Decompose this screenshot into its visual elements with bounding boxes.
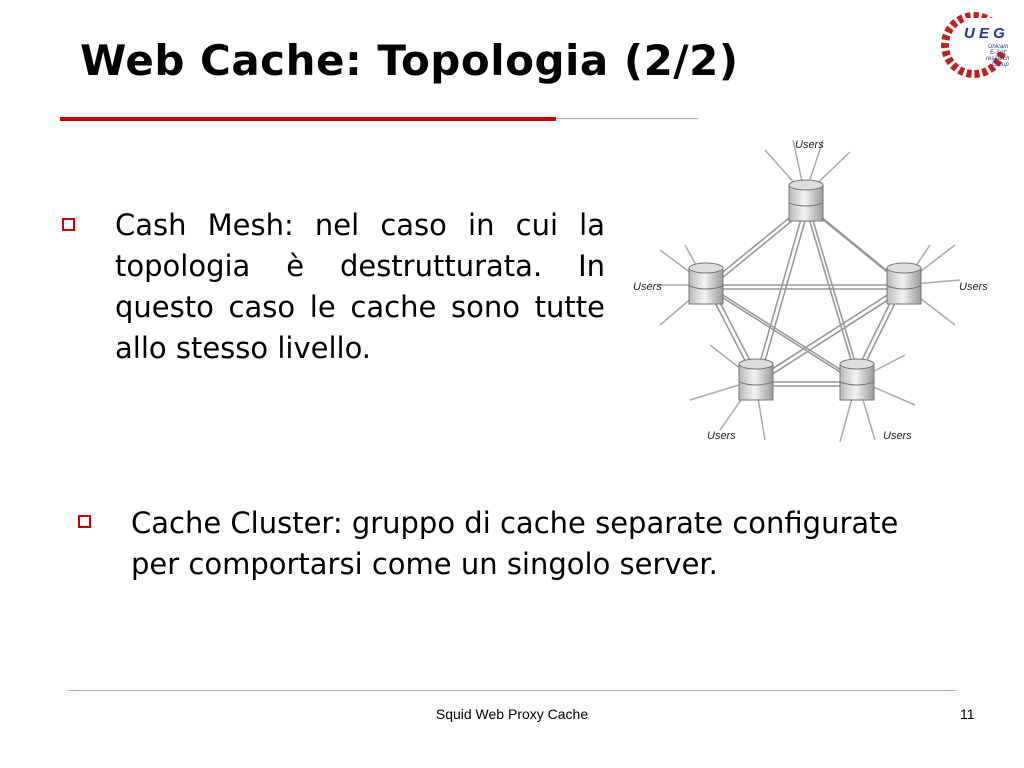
users-label-left: Users xyxy=(633,281,662,293)
bullet-square-icon xyxy=(62,218,75,231)
cache-node-right xyxy=(887,263,921,304)
bullet-text-cash-mesh: Cash Mesh: nel caso in cui la topologia è destrutturata. In questo caso le cache sono tutte allo stesso livello. xyxy=(115,208,605,365)
ueg-logo xyxy=(936,10,1016,80)
users-label-right: Users xyxy=(959,281,988,293)
cache-node-left xyxy=(689,263,723,304)
svg-text:E-Ser: E-Ser xyxy=(990,50,1006,56)
title-underline xyxy=(60,117,556,121)
title-underline-thin xyxy=(556,118,698,119)
cache-node-top xyxy=(789,180,823,221)
bullet-text-cache-cluster: Cache Cluster: gruppo di cache separate configurate per comportarsi come un singolo server. xyxy=(131,506,899,581)
bullet-square-icon xyxy=(78,515,91,528)
cache-node-bottom-left xyxy=(739,359,773,400)
cache-mesh-diagram xyxy=(625,130,995,450)
svg-text:Group: Group xyxy=(992,62,1009,68)
mesh-links xyxy=(707,205,907,386)
slide-title: Web Cache: Topologia (2/2) xyxy=(80,36,739,85)
svg-text:research: research xyxy=(986,56,1010,62)
users-label-top: Users xyxy=(795,139,824,151)
footer-text: Squid Web Proxy Cache xyxy=(435,706,589,722)
users-label-bottom-left: Users xyxy=(707,430,736,442)
cache-node-bottom-right xyxy=(840,359,874,400)
footer-rule xyxy=(68,690,956,691)
page-number: 11 xyxy=(960,706,975,722)
svg-text:Unicam: Unicam xyxy=(988,44,1009,50)
users-label-bottom-right: Users xyxy=(883,430,912,442)
svg-text:U E G: U E G xyxy=(964,25,1005,42)
